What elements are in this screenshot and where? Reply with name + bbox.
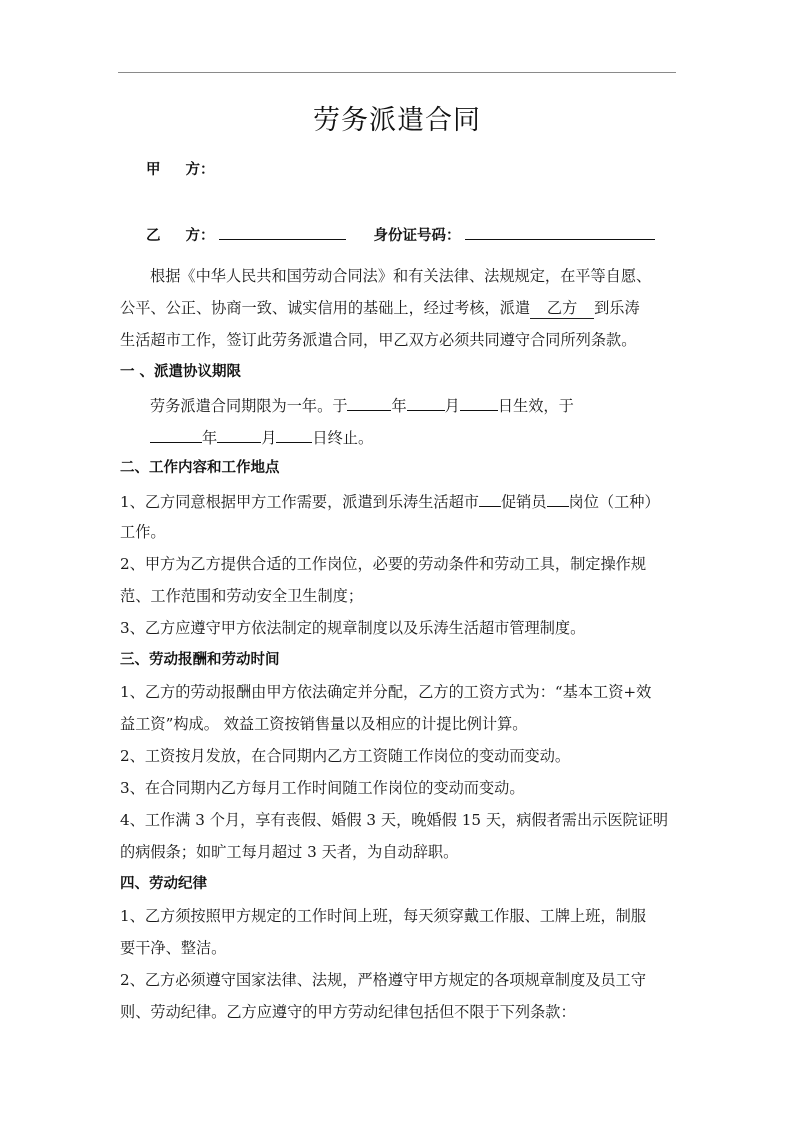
end-year-field[interactable]: [150, 426, 202, 443]
term-line-1: [150, 394, 574, 416]
section-3-item-1-line-2: 益工资”构成。 效益工资按销售量以及相应的计提比例计算。: [120, 715, 528, 733]
dispatched-party-field[interactable]: 乙方: [530, 298, 594, 319]
blank-before-position: [479, 490, 501, 507]
party-b-name-field[interactable]: [219, 223, 346, 240]
intro-line-2: [120, 298, 640, 319]
section-3-item-4-line-2: 的病假条；如旷工每月超过 3 天者，为自动辞职。: [120, 843, 459, 861]
section-2-heading: 二、工作内容和工作地点: [120, 460, 280, 476]
party-a-row: [146, 160, 215, 180]
effective-text: 日生效，于: [497, 397, 574, 415]
section-2-item-1-line-2: 工作。: [120, 523, 166, 541]
termination-text: 日终止。: [312, 429, 374, 447]
party-b-label-1: 乙: [146, 228, 161, 244]
intro-line-2-tail: 到乐涛: [594, 299, 640, 317]
intro-line-1: 根据《中华人民共和国劳动合同法》和有关法律、法规规定，在平等自愿、: [150, 267, 652, 285]
start-year-field[interactable]: [347, 394, 391, 411]
term-text: 劳务派遣合同期限为一年。于: [150, 397, 348, 415]
end-day-field[interactable]: [276, 426, 312, 443]
section-3-item-2: 2、工资按月发放，在合同期内乙方工资随工作岗位的变动而变动。: [120, 747, 571, 765]
header-rule: [118, 72, 676, 73]
party-b-label-2: 方：: [185, 228, 215, 244]
section-4-item-1-line-2: 要干净、整洁。: [120, 939, 227, 957]
party-a-label-2: 方：: [185, 162, 215, 178]
month-label: 月: [444, 397, 460, 415]
intro-line-2-text: 公平、公正、协商一致、诚实信用的基础上，经过考核，派遣: [120, 299, 531, 317]
section-4-heading: 四、劳动纪律: [120, 876, 207, 892]
document-title: 劳务派遣合同: [313, 105, 481, 136]
item-text-tail: 岗位（工种）: [568, 493, 660, 511]
section-2-item-3: 3、乙方应遵守甲方依法制定的规章制度以及乐涛生活超市管理制度。: [120, 619, 586, 637]
position-field[interactable]: 促销员: [500, 493, 547, 511]
section-2-item-2-line-1: 2、甲方为乙方提供合适的工作岗位，必要的劳动条件和劳动工具，制定操作规: [120, 555, 647, 573]
intro-line-3: 生活超市工作，签订此劳务派遣合同，甲乙双方必须共同遵守合同所列条款。: [120, 331, 637, 349]
party-b-row: [146, 223, 655, 246]
year-label: 年: [391, 397, 407, 415]
party-a-label-1: 甲: [146, 162, 161, 178]
id-number-field[interactable]: [465, 223, 655, 240]
end-month-field[interactable]: [217, 426, 261, 443]
month-label: 月: [261, 429, 277, 447]
section-3-item-4-line-1: 4、工作满 3 个月，享有丧假、婚假 3 天，晚婚假 15 天，病假者需出示医院证明: [120, 811, 669, 829]
year-label: 年: [202, 429, 218, 447]
section-2-item-1-line-1: [120, 490, 660, 512]
section-1-heading: 一 、派遣协议期限: [120, 364, 242, 380]
section-3-heading: 三、劳动报酬和劳动时间: [120, 652, 280, 668]
item-text: 1、乙方同意根据甲方工作需要，派遣到乐涛生活超市: [120, 493, 479, 511]
id-number-label: 身份证号码：: [373, 228, 461, 244]
section-3-item-3: 3、在合同期内乙方每月工作时间随工作岗位的变动而变动。: [120, 779, 525, 797]
section-4-item-1-line-1: 1、乙方须按照甲方规定的工作时间上班，每天须穿戴工作服、工牌上班，制服: [120, 907, 647, 925]
section-2-item-2-line-2: 范、工作范围和劳动安全卫生制度；: [120, 587, 363, 605]
blank-after-position: [547, 490, 569, 507]
section-3-item-1-line-1: 1、乙方的劳动报酬由甲方依法确定并分配，乙方的工资方式为：“基本工资+效: [120, 683, 652, 701]
term-line-2: [150, 426, 373, 448]
section-4-item-2-line-1: 2、乙方必须遵守国家法律、法规，严格遵守甲方规定的各项规章制度及员工守: [120, 971, 647, 989]
section-4-item-2-line-2: 则、劳动纪律。乙方应遵守的甲方劳动纪律包括但不限于下列条款：: [120, 1003, 576, 1021]
start-day-field[interactable]: [460, 394, 498, 411]
start-month-field[interactable]: [407, 394, 445, 411]
